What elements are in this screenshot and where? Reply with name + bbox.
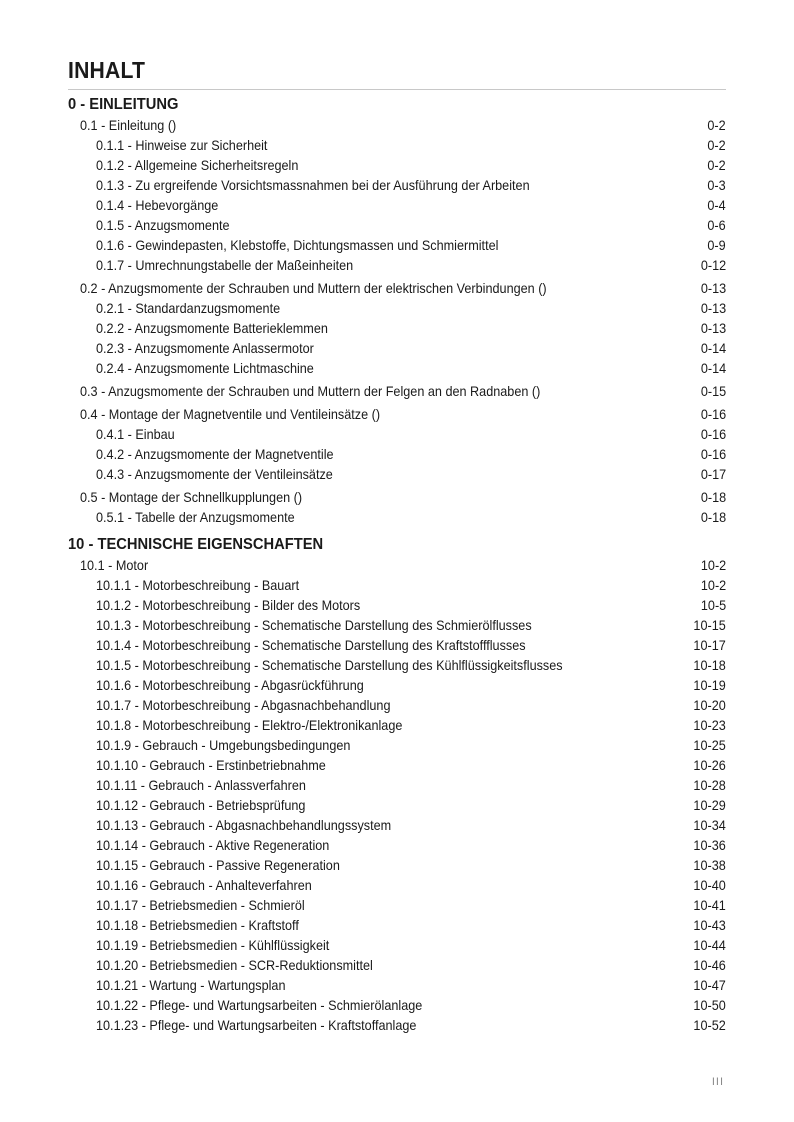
toc-entry-label: 0.1 - Einleitung (): [80, 118, 177, 133]
toc-entry-label: 10.1.5 - Motorbeschreibung - Schematische Darstellung des Kühlflüssigkeitsflusses: [96, 658, 563, 673]
toc-entry-page: 10-17: [693, 638, 726, 653]
toc-entry-page: 10-47: [693, 978, 726, 993]
toc-subsection-entry[interactable]: [68, 156, 726, 176]
toc-subsection-entry[interactable]: [68, 836, 726, 856]
toc-entry-page: 10-52: [693, 1018, 726, 1033]
toc-entry-page: 10-43: [693, 918, 726, 933]
toc-subsection-entry[interactable]: [68, 876, 726, 896]
toc-entry-label: 10.1.10 - Gebrauch - Erstinbetriebnahme: [96, 758, 326, 773]
toc-entry-label: 0.2.3 - Anzugsmomente Anlassermotor: [96, 341, 314, 356]
toc-subsection-entry[interactable]: [68, 616, 726, 636]
toc-entry-page: 10-25: [693, 738, 726, 753]
toc-entry-page: 10-29: [693, 798, 726, 813]
toc-subsection-entry[interactable]: [68, 696, 726, 716]
toc-subsection-entry[interactable]: [68, 425, 726, 445]
toc-entry-label: 0.3 - Anzugsmomente der Schrauben und Muttern der Felgen an den Radnaben (): [80, 384, 541, 399]
toc-entry-page: 0-14: [700, 341, 726, 356]
toc-subsection-entry[interactable]: [68, 576, 726, 596]
toc-list-technische-eigenschaften: [68, 556, 726, 1036]
toc-entry-label: 10.1.9 - Gebrauch - Umgebungsbedingungen: [96, 738, 351, 753]
toc-entry-page: 0-18: [700, 510, 726, 525]
toc-entry-label: 0.1.5 - Anzugsmomente: [96, 218, 230, 233]
toc-subsection-entry[interactable]: [68, 636, 726, 656]
toc-subsection-entry[interactable]: [68, 996, 726, 1016]
toc-subsection-entry[interactable]: [68, 465, 726, 485]
toc-entry-page: 10-18: [693, 658, 726, 673]
toc-entry-label: 10.1.13 - Gebrauch - Abgasnachbehandlungssystem: [96, 818, 392, 833]
toc-entry-label: 10.1.15 - Gebrauch - Passive Regeneration: [96, 858, 340, 873]
toc-page: [68, 56, 726, 1036]
toc-entry-label: 10.1.20 - Betriebsmedien - SCR-Reduktionsmittel: [96, 958, 373, 973]
toc-subsection-entry[interactable]: [68, 359, 726, 379]
toc-entry-page: 10-2: [700, 558, 726, 573]
toc-entry-page: 10-23: [693, 718, 726, 733]
toc-subsection-entry[interactable]: [68, 936, 726, 956]
toc-subsection-entry[interactable]: [68, 916, 726, 936]
toc-entry-label: 0.4.3 - Anzugsmomente der Ventileinsätze: [96, 467, 333, 482]
toc-section-entry[interactable]: [68, 279, 726, 299]
toc-subsection-entry[interactable]: [68, 676, 726, 696]
toc-entry-label: 10.1.2 - Motorbeschreibung - Bilder des Motors: [96, 598, 361, 613]
toc-subsection-entry[interactable]: [68, 176, 726, 196]
toc-subsection-entry[interactable]: [68, 956, 726, 976]
toc-entry-page: 0-12: [700, 258, 726, 273]
toc-section-entry[interactable]: [68, 405, 726, 425]
toc-entry-label: 0.1.4 - Hebevorgänge: [96, 198, 219, 213]
toc-subsection-entry[interactable]: [68, 339, 726, 359]
toc-entry-page: 0-13: [700, 301, 726, 316]
toc-subsection-entry[interactable]: [68, 856, 726, 876]
toc-entry-page: 0-18: [700, 490, 726, 505]
toc-subsection-entry[interactable]: [68, 319, 726, 339]
toc-entry-page: 0-2: [707, 118, 726, 133]
toc-subsection-entry[interactable]: [68, 256, 726, 276]
toc-subsection-entry[interactable]: [68, 236, 726, 256]
toc-entry-page: 10-5: [700, 598, 726, 613]
toc-entry-page: 0-2: [707, 158, 726, 173]
toc-entry-label: 10.1.3 - Motorbeschreibung - Schematische Darstellung des Schmierölflusses: [96, 618, 532, 633]
toc-entry-label: 0.2.1 - Standardanzugsmomente: [96, 301, 281, 316]
toc-entry-page: 10-40: [693, 878, 726, 893]
toc-entry-page: 10-20: [693, 698, 726, 713]
toc-entry-page: 0-9: [707, 238, 726, 253]
toc-entry-page: 0-13: [700, 281, 726, 296]
toc-entry-label: 0.4.2 - Anzugsmomente der Magnetventile: [96, 447, 334, 462]
toc-entry-page: 10-26: [693, 758, 726, 773]
toc-subsection-entry[interactable]: [68, 776, 726, 796]
page-title: INHALT: [68, 57, 146, 83]
toc-entry-page: 0-15: [700, 384, 726, 399]
toc-entry-page: 0-14: [700, 361, 726, 376]
toc-entry-label: 10.1.17 - Betriebsmedien - Schmieröl: [96, 898, 305, 913]
toc-subsection-entry[interactable]: [68, 816, 726, 836]
toc-entry-label: 10.1 - Motor: [80, 558, 149, 573]
toc-entry-page: 10-44: [693, 938, 726, 953]
toc-subsection-entry[interactable]: [68, 299, 726, 319]
toc-entry-label: 0.1.2 - Allgemeine Sicherheitsregeln: [96, 158, 299, 173]
toc-entry-page: 0-2: [707, 138, 726, 153]
toc-entry-page: 0-17: [700, 467, 726, 482]
toc-subsection-entry[interactable]: [68, 216, 726, 236]
toc-entry-label: 10.1.7 - Motorbeschreibung - Abgasnachbehandlung: [96, 698, 391, 713]
toc-entry-label: 0.4 - Montage der Magnetventile und Ventileinsätze (): [80, 407, 381, 422]
toc-entry-label: 10.1.11 - Gebrauch - Anlassverfahren: [96, 778, 306, 793]
toc-entry-label: 10.1.19 - Betriebsmedien - Kühlflüssigkeit: [96, 938, 330, 953]
toc-entry-label: 10.1.23 - Pflege- und Wartungsarbeiten - Kraftstoffanlage: [96, 1018, 417, 1033]
toc-subsection-entry[interactable]: [68, 736, 726, 756]
page-number: III: [711, 1076, 724, 1088]
toc-entry-page: 10-19: [693, 678, 726, 693]
toc-entry-label: 0.5 - Montage der Schnellkupplungen (): [80, 490, 303, 505]
chapter-heading-einleitung: 0 - EINLEITUNG: [68, 96, 179, 113]
toc-subsection-entry[interactable]: [68, 796, 726, 816]
toc-subsection-entry[interactable]: [68, 656, 726, 676]
toc-subsection-entry[interactable]: [68, 1016, 726, 1036]
toc-entry-label: 10.1.14 - Gebrauch - Aktive Regeneration: [96, 838, 330, 853]
toc-entry-page: 0-6: [707, 218, 726, 233]
toc-entry-label: 10.1.16 - Gebrauch - Anhalteverfahren: [96, 878, 312, 893]
toc-entry-label: 0.2.4 - Anzugsmomente Lichtmaschine: [96, 361, 314, 376]
toc-entry-page: 0-16: [700, 427, 726, 442]
toc-entry-label: 10.1.12 - Gebrauch - Betriebsprüfung: [96, 798, 306, 813]
toc-subsection-entry[interactable]: [68, 196, 726, 216]
toc-entry-label: 10.1.8 - Motorbeschreibung - Elektro-/Elektronikanlage: [96, 718, 403, 733]
toc-entry-page: 10-38: [693, 858, 726, 873]
toc-section-entry[interactable]: [68, 116, 726, 136]
toc-entry-page: 0-4: [707, 198, 726, 213]
toc-entry-label: 0.2.2 - Anzugsmomente Batterieklemmen: [96, 321, 328, 336]
toc-section-entry[interactable]: [68, 382, 726, 402]
toc-entry-page: 10-15: [693, 618, 726, 633]
toc-entry-label: 0.1.3 - Zu ergreifende Vorsichtsmassnahmen bei der Ausführung der Arbeiten: [96, 178, 530, 193]
chapter-heading-technische-eigenschaften: 10 - TECHNISCHE EIGENSCHAFTEN: [68, 536, 324, 553]
toc-list-einleitung: [68, 116, 726, 528]
toc-entry-label: 0.1.7 - Umrechnungstabelle der Maßeinheiten: [96, 258, 354, 273]
toc-subsection-entry[interactable]: [68, 136, 726, 156]
toc-entry-label: 10.1.6 - Motorbeschreibung - Abgasrückführung: [96, 678, 364, 693]
toc-entry-label: 10.1.4 - Motorbeschreibung - Schematische Darstellung des Kraftstoffflusses: [96, 638, 526, 653]
toc-entry-label: 10.1.22 - Pflege- und Wartungsarbeiten - Schmierölanlage: [96, 998, 423, 1013]
toc-subsection-entry[interactable]: [68, 508, 726, 528]
toc-entry-label: 10.1.21 - Wartung - Wartungsplan: [96, 978, 286, 993]
toc-entry-page: 0-3: [707, 178, 726, 193]
toc-entry-page: 10-28: [693, 778, 726, 793]
toc-entry-page: 10-50: [693, 998, 726, 1013]
toc-subsection-entry[interactable]: [68, 596, 726, 616]
toc-subsection-entry[interactable]: [68, 896, 726, 916]
toc-entry-page: 10-36: [693, 838, 726, 853]
toc-subsection-entry[interactable]: [68, 716, 726, 736]
toc-entry-page: 10-41: [693, 898, 726, 913]
toc-entry-page: 10-46: [693, 958, 726, 973]
toc-entry-page: 0-13: [700, 321, 726, 336]
toc-entry-label: 0.1.1 - Hinweise zur Sicherheit: [96, 138, 268, 153]
toc-entry-page: 10-34: [693, 818, 726, 833]
toc-entry-label: 0.1.6 - Gewindepasten, Klebstoffe, Dichtungsmassen und Schmiermittel: [96, 238, 499, 253]
toc-entry-page: 0-16: [700, 447, 726, 462]
toc-entry-label: 0.4.1 - Einbau: [96, 427, 175, 442]
toc-entry-label: 0.5.1 - Tabelle der Anzugsmomente: [96, 510, 295, 525]
toc-entry-label: 0.2 - Anzugsmomente der Schrauben und Muttern der elektrischen Verbindungen (): [80, 281, 547, 296]
toc-entry-label: 10.1.1 - Motorbeschreibung - Bauart: [96, 578, 300, 593]
toc-subsection-entry[interactable]: [68, 976, 726, 996]
toc-entry-page: 10-2: [700, 578, 726, 593]
title-divider: [68, 89, 726, 90]
toc-entry-page: 0-16: [700, 407, 726, 422]
toc-section-entry[interactable]: [68, 556, 726, 576]
toc-subsection-entry[interactable]: [68, 756, 726, 776]
toc-section-entry[interactable]: [68, 488, 726, 508]
toc-entry-label: 10.1.18 - Betriebsmedien - Kraftstoff: [96, 918, 299, 933]
toc-subsection-entry[interactable]: [68, 445, 726, 465]
